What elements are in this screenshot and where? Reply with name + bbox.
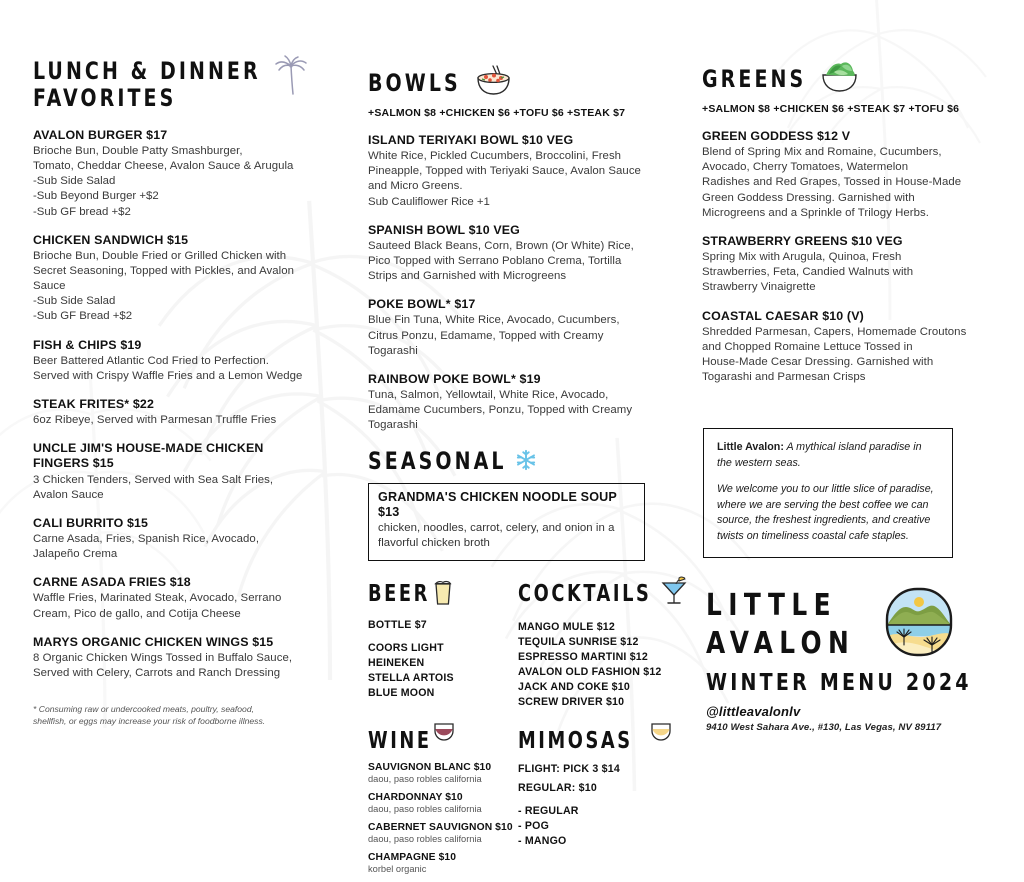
wine-sub: daou, paso robles california (368, 834, 482, 844)
item-description: Shredded Parmesan, Capers, Homemade Croutons and Chopped Romaine Lettuce Tossed in House-Made Cesar Dressing. Garnished with Togarashi and Parmesan Crisps (702, 325, 967, 384)
palm-tree-icon (274, 54, 308, 101)
item-description: 3 Chicken Tenders, Served with Sea Salt Fries, Avalon Sauce (33, 473, 274, 501)
wine-sub: daou, paso robles california (368, 774, 482, 785)
story-lead (717, 440, 939, 471)
item-sub: -Sub GF bread +$2 (33, 205, 131, 218)
brand-footer (706, 585, 995, 733)
wine-mimosas-row (368, 728, 668, 882)
martini-glass-icon (659, 575, 689, 612)
mimosas-heading-text: MIMOSAS (518, 727, 633, 754)
lunch-dinner-section (33, 58, 353, 681)
lunch-dinner-heading-line2: FAVORITES (33, 83, 177, 112)
item-description: Tuna, Salmon, Yellowtail, White Rice, Avocado, Edamame Cucumbers, Ponzu, Topped with Creamy Togarashi (368, 389, 633, 432)
item-name: FISH & CHIPS $19 (33, 337, 142, 352)
menu-item (702, 234, 994, 296)
menu-item (33, 441, 353, 503)
instagram-handle[interactable]: @littleavalonlv (706, 704, 801, 719)
mimosa-flight: FLIGHT: PICK 3 $14 (518, 762, 620, 775)
cocktails-heading-text: COCKTAILS (518, 580, 652, 607)
menu-item (33, 516, 353, 562)
cocktail-item: SCREW DRIVER $10 (518, 695, 625, 708)
cocktail-item: JACK AND COKE $10 (518, 680, 630, 693)
lunch-dinner-heading-line1: LUNCH & DINNER (33, 57, 261, 85)
cocktails-section (518, 581, 668, 710)
item-name: STEAK FRITES* $22 (33, 397, 154, 411)
beer-section (368, 581, 518, 710)
cocktails-heading (518, 581, 668, 612)
item-description: Spring Mix with Arugula, Quinoa, Fresh Strawberries, Feta, Candied Walnuts with Strawberry Vinaigrette (702, 251, 914, 294)
bowls-items (368, 133, 668, 434)
seasonal-section (368, 448, 668, 561)
beer-item: BLUE MOON (368, 686, 435, 699)
menu-item (33, 233, 353, 325)
menu-item (368, 372, 668, 434)
ramen-bowl-icon (473, 64, 513, 103)
item-description: Brioche Bun, Double Fried or Grilled Chicken with Secret Seasoning, Topped with Pickles, and Avalon Sauce (33, 249, 295, 293)
wine-glass-icon (430, 720, 458, 757)
bowls-addons: +SALMON $8 +CHICKEN $6 +TOFU $6 +STEAK $7 (368, 107, 626, 119)
wine-heading (368, 728, 518, 757)
salad-bowl-icon (818, 58, 860, 99)
wine-sub: korbel organic (368, 863, 427, 874)
mimosa-glass-icon (647, 720, 675, 757)
brand-name-line1: LITTLE (706, 588, 837, 623)
menu-item (33, 338, 353, 384)
item-name: STRAWBERRY GREENS $10 VEG (702, 233, 903, 248)
greens-heading-text: GREENS (702, 65, 807, 93)
item-sub: -Sub Side Salad (33, 175, 116, 188)
mimosa-flavor: - POG (518, 819, 550, 832)
item-description: 8 Organic Chicken Wings Tossed in Buffalo Sauce, Served with Celery, Carrots and Ranch Dressing (33, 651, 293, 679)
greens-section (702, 66, 994, 385)
item-name: GRANDMA'S CHICKEN NOODLE SOUP $13 (378, 489, 617, 519)
menu-item (368, 133, 668, 210)
seasonal-heading-text: SEASONAL (368, 446, 507, 475)
item-name: SPANISH BOWL $10 VEG (368, 222, 520, 237)
item-sub: -Sub Side Salad (33, 295, 116, 308)
item-name: CALI BURRITO $15 (33, 515, 149, 530)
seasonal-heading (368, 448, 668, 476)
greens-addons: +SALMON $8 +CHICKEN $6 +STEAK $7 +TOFU $6 (702, 103, 960, 115)
item-name: POKE BOWL* $17 (368, 297, 476, 312)
cocktail-item: TEQUILA SUNRISE $12 (518, 635, 639, 648)
mimosas-heading (518, 728, 668, 757)
beer-cocktails-row (368, 581, 668, 710)
item-description: Blue Fin Tuna, White Rice, Avocado, Cucumbers, Citrus Ponzu, Edamame, Topped with Creamy Togarashi (368, 314, 620, 357)
mimosa-regular-price: REGULAR: $10 (518, 781, 597, 794)
wine-name: CABERNET SAUVIGNON $10 (368, 821, 513, 833)
wine-name: SAUVIGNON BLANC $10 (368, 761, 492, 773)
island-landscape-logo-icon (882, 585, 956, 664)
brand-logo-row (706, 585, 995, 664)
item-description: Blend of Spring Mix and Romaine, Cucumbers, Avocado, Cherry Tomatoes, Watermelon Radishes and Red Grapes, Tossed in House-Made Green Goddess Dressing. Garnished with Microgreens and a Sprinkle of Trilogy Herbs. (702, 146, 962, 219)
item-description: chicken, noodles, carrot, celery, and onion in a flavorful chicken broth (378, 522, 615, 550)
item-description: Sauteed Black Beans, Corn, Brown (Or White) Rice, Pico Topped with Serrano Poblano Crema, Tortilla Strips and Garnished with Microgreens (368, 239, 634, 283)
beer-heading-text: BEER (368, 580, 430, 607)
item-sub: -Sub Beyond Burger +$2 (33, 190, 159, 203)
menu-title: WINTER MENU 2024 (706, 670, 972, 696)
beer-glass-icon (430, 577, 456, 612)
mimosas-section (518, 728, 668, 882)
greens-heading (702, 66, 994, 99)
menu-item (33, 635, 353, 681)
beer-heading (368, 581, 518, 612)
wine-section (368, 728, 518, 882)
lunch-dinner-items (33, 128, 353, 681)
bowls-heading (368, 70, 668, 103)
item-name: CARNE ASADA FRIES $18 (33, 575, 191, 590)
item-sub: -Sub GF Bread +$2 (33, 310, 133, 323)
beer-item: COORS LIGHT (368, 641, 444, 654)
mimosa-flavor: - MANGO (518, 834, 567, 847)
menu-item (702, 309, 994, 386)
story-body: We welcome you to our little slice of paradise, where we are serving the best coffee we can source, the freshest ingredients, and creative twists on timeliness coastal cafe staples. (717, 483, 934, 542)
story-lead-text: A mythical island paradise in the western seas. (717, 441, 922, 469)
cocktail-item: MANGO MULE $12 (518, 620, 615, 633)
about-box-wrapper (703, 428, 953, 558)
mimosa-flavor: - REGULAR (518, 804, 579, 817)
menu-item (33, 575, 353, 621)
wine-sub: daou, paso robles california (368, 804, 482, 815)
menu-item (33, 128, 353, 220)
beer-item: HEINEKEN (368, 656, 425, 669)
wine-heading-text: WINE (368, 727, 432, 754)
bowls-heading-text: BOWLS (368, 69, 461, 97)
item-description: White Rice, Pickled Cucumbers, Broccolini, Fresh Pineapple, Topped with Teriyaki Sauce, Avalon Sauce and Micro Greens. (368, 150, 641, 193)
cocktail-item: ESPRESSO MARTINI $12 (518, 650, 648, 663)
item-description: Brioche Bun, Double Patty Smashburger, Tomato, Cheddar Cheese, Avalon Sauce & Arugula (33, 144, 294, 173)
menu-item (702, 129, 994, 221)
wine-name: CHARDONNAY $10 (368, 791, 463, 803)
item-description: Carne Asada, Fries, Spanish Rice, Avocado, Jalapeño Crema (33, 532, 260, 561)
bowls-section (368, 70, 668, 882)
wine-name: CHAMPAGNE $10 (368, 851, 457, 863)
menu-item (33, 397, 353, 428)
item-name: MARYS ORGANIC CHICKEN WINGS $15 (33, 634, 274, 649)
menu-item (368, 223, 668, 285)
story-lead-label: Little Avalon: (717, 441, 784, 453)
brand-name-line2: AVALON (706, 625, 856, 661)
item-sub: Sub Cauliflower Rice +1 (368, 195, 490, 208)
lunch-dinner-heading (33, 58, 353, 112)
item-name: CHICKEN SANDWICH $15 (33, 232, 189, 247)
item-name: UNCLE JIM'S HOUSE-MADE CHICKEN FINGERS $15 (33, 441, 264, 471)
beer-item: STELLA ARTOIS (368, 671, 454, 684)
item-name: ISLAND TERIYAKI BOWL $10 VEG (368, 133, 574, 147)
item-name: COASTAL CAESAR $10 (V) (702, 308, 864, 323)
item-description: Waffle Fries, Marinated Steak, Avocado, Serrano Cream, Pico de gallo, and Cotija Cheese (33, 592, 282, 620)
seasonal-special-box (368, 483, 645, 561)
raw-food-disclaimer: * Consuming raw or undercooked meats, poultry, seafood, shellfish, or eggs may increase your risk of foodborne illness. (33, 704, 266, 727)
menu-item (368, 297, 668, 359)
item-name: GREEN GODDESS $12 V (702, 129, 851, 143)
cocktail-item: AVALON OLD FASHION $12 (518, 665, 662, 678)
item-description: 6oz Ribeye, Served with Parmesan Truffle Fries (33, 414, 277, 427)
street-address: 9410 West Sahara Ave., #130, Las Vegas, NV 89117 (706, 722, 942, 733)
wine-list (368, 762, 518, 876)
beer-bottle-price: BOTTLE $7 (368, 618, 427, 631)
greens-items (702, 129, 994, 385)
little-avalon-story-box (703, 428, 953, 558)
item-name: RAINBOW POKE BOWL* $19 (368, 371, 541, 386)
snowflake-icon (515, 449, 537, 476)
item-description: Beer Battered Atlantic Cod Fried to Perfection. Served with Crispy Waffle Fries and a Lemon Wedge (33, 354, 303, 382)
item-name: AVALON BURGER $17 (33, 127, 168, 142)
